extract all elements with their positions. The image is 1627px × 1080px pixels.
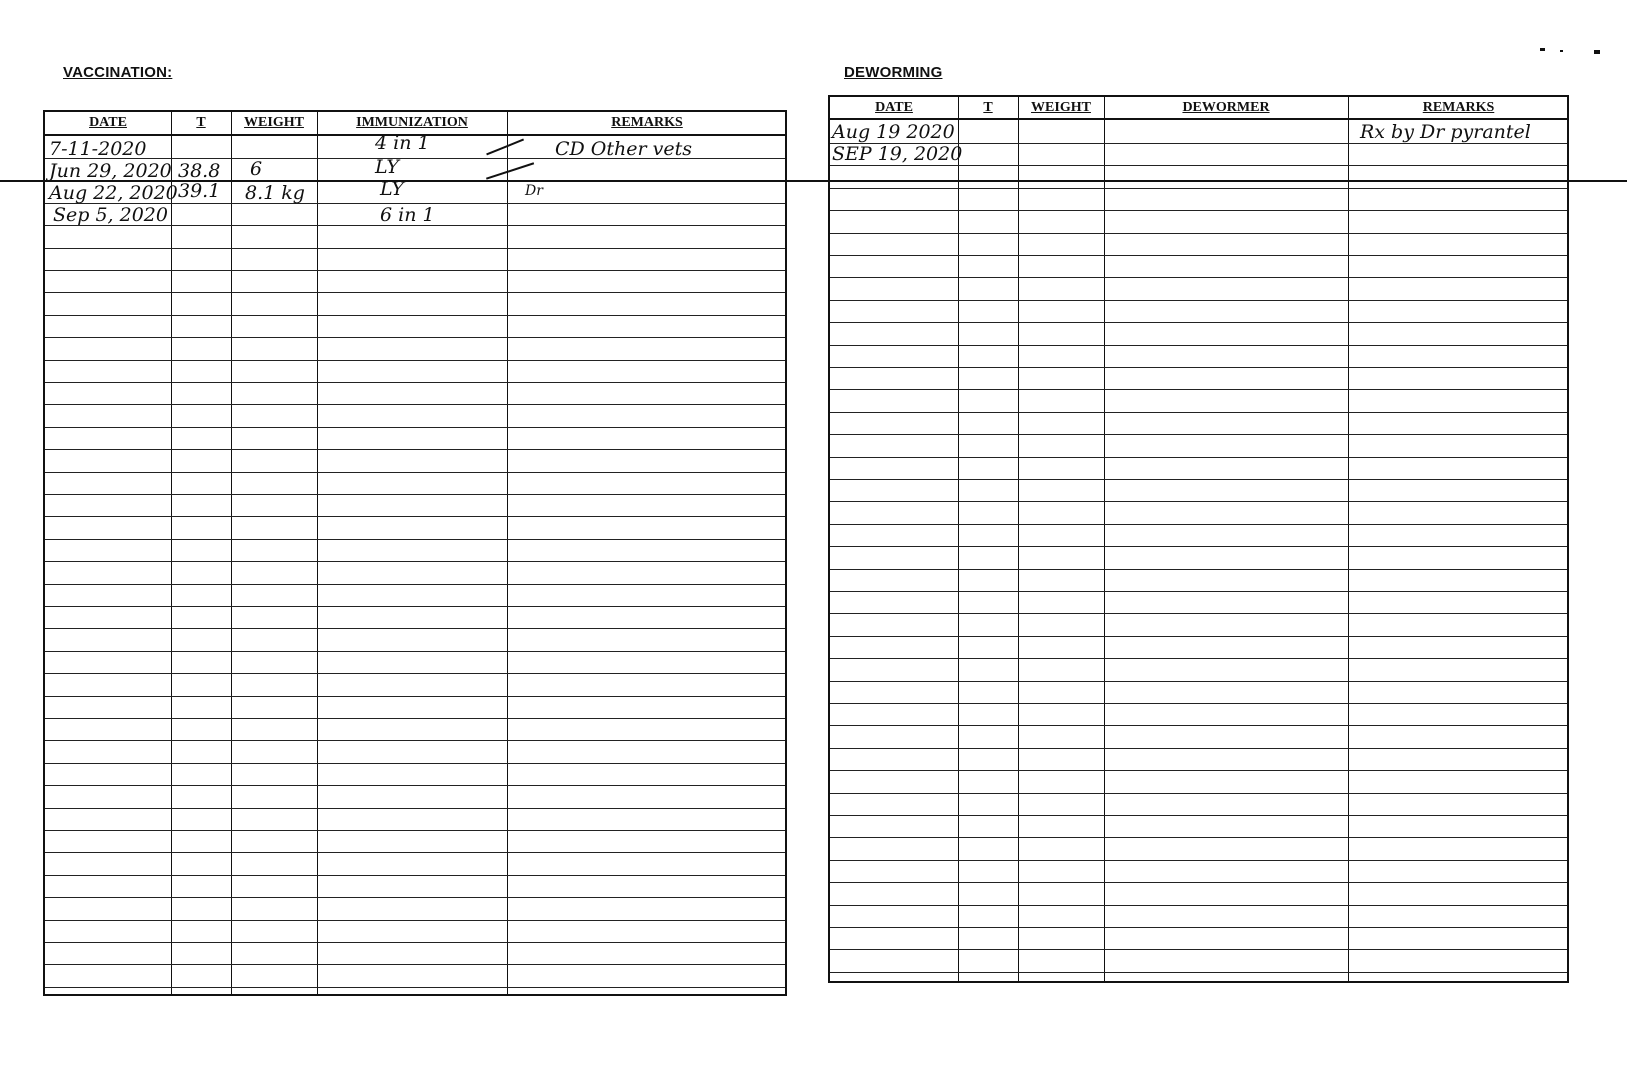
table-row-line [830,457,1567,458]
table-row-line [45,248,785,249]
table-row-line [830,793,1567,794]
table-row-line [830,770,1567,771]
table-row-line [45,606,785,607]
deworming-table [828,95,1569,983]
table-row-line [45,360,785,361]
table-row-line [830,165,1567,166]
table-row-line [45,449,785,450]
table-row-line [830,681,1567,682]
table-row-line [45,763,785,764]
table-row-line [830,233,1567,234]
deworming-row-2-date: SEP 19, 2020 [832,143,963,165]
vaccination-header-remarks: REMARKS [611,115,683,130]
scan-dot-artifact [1540,48,1545,51]
table-row-line [830,725,1567,726]
table-row-line [830,524,1567,525]
vaccination-row-1-date: 7-11-2020 [49,138,147,160]
table-row-line [830,837,1567,838]
table-row-line [45,897,785,898]
deworming-header-dewormer: DEWORMER [1182,100,1270,115]
table-row-line [830,210,1567,211]
vaccination-header-temp: T [196,115,206,130]
table-row-line [830,927,1567,928]
table-row-line [830,300,1567,301]
table-row-line [830,546,1567,547]
vaccination-header-weight: WEIGHT [244,115,304,130]
deworming-row-1-remarks: Rx by Dr pyrantel [1360,121,1531,143]
table-row-line [45,942,785,943]
table-row-line [45,808,785,809]
deworming-header-temp: T [983,100,993,115]
deworming-header-row [830,97,1567,120]
table-row-line [830,748,1567,749]
table-row-line [830,591,1567,592]
table-row-line [830,569,1567,570]
table-row-line [45,539,785,540]
table-row-line [45,382,785,383]
table-row-line [45,718,785,719]
deworming-title: DEWORMING [844,64,943,81]
table-row-line [830,367,1567,368]
table-row-line [45,427,785,428]
table-row-line [830,905,1567,906]
vaccination-row-3-temp: 39.1 [178,180,221,202]
table-row-line [45,987,785,988]
vaccination-row-3-immunization: LY [380,178,404,200]
vaccination-row-1-immunization: 4 in 1 [375,132,430,154]
table-row-line [45,875,785,876]
deworming-header-weight: WEIGHT [1031,100,1091,115]
table-row-line [830,277,1567,278]
deworming-header-remarks: REMARKS [1422,100,1495,115]
vaccination-row-1-remarks: CD Other vets [555,138,692,160]
table-row-line [830,434,1567,435]
table-row-line [830,479,1567,480]
table-row-line [45,494,785,495]
pen-stroke-mark [486,162,534,179]
vaccination-title: VACCINATION: [63,64,173,81]
vaccination-header-date: DATE [89,115,127,130]
table-row-line [45,584,785,585]
table-row-line [45,628,785,629]
vaccination-row-4-immunization: 6 in 1 [380,204,435,226]
table-row-line [830,703,1567,704]
table-row-line [45,315,785,316]
table-row-line [45,830,785,831]
table-row-line [45,920,785,921]
table-row-line [45,673,785,674]
table-row-line [45,404,785,405]
table-row-line [830,815,1567,816]
scan-line-artifact [0,180,1627,182]
vaccination-row-2-temp: 38.8 [178,160,221,182]
table-row-line [45,472,785,473]
table-row-line [45,561,785,562]
table-row-line [830,412,1567,413]
table-row-line [830,860,1567,861]
vaccination-row-2-date: Jun 29, 2020 [49,160,172,182]
vaccination-row-3-remarks: Dr [525,183,543,199]
table-row-line [830,882,1567,883]
table-row-line [45,292,785,293]
table-row-line [830,322,1567,323]
deworming-row-1-date: Aug 19 2020 [832,121,955,143]
vaccination-row-3-weight: 8.1 kg [245,182,305,204]
deworming-header-date: DATE [875,100,913,115]
table-row-line [830,255,1567,256]
table-row-line [830,658,1567,659]
vaccination-header-immunization: IMMUNIZATION [356,115,468,130]
table-row-line [830,188,1567,189]
table-row-line [830,389,1567,390]
vaccination-row-2-weight: 6 [250,158,263,180]
table-row-line [45,852,785,853]
table-row-line [45,785,785,786]
scan-dot-artifact [1560,50,1563,52]
table-row-line [830,972,1567,973]
table-row-line [45,337,785,338]
scan-dot-artifact [1594,50,1600,54]
table-row-line [45,964,785,965]
table-row-line [830,613,1567,614]
vaccination-row-2-immunization: LY [375,156,399,178]
table-row-line [830,345,1567,346]
vaccination-row-3-date: Aug 22, 2020 [49,182,178,204]
table-row-line [45,696,785,697]
vaccination-table [43,110,787,996]
table-row-line [830,501,1567,502]
table-row-line [830,636,1567,637]
table-row-line [45,651,785,652]
pen-stroke-mark [486,139,524,155]
table-row-line [45,516,785,517]
table-row-line [830,949,1567,950]
table-row-line [45,270,785,271]
vaccination-row-4-date: Sep 5, 2020 [53,204,168,226]
table-row-line [45,740,785,741]
